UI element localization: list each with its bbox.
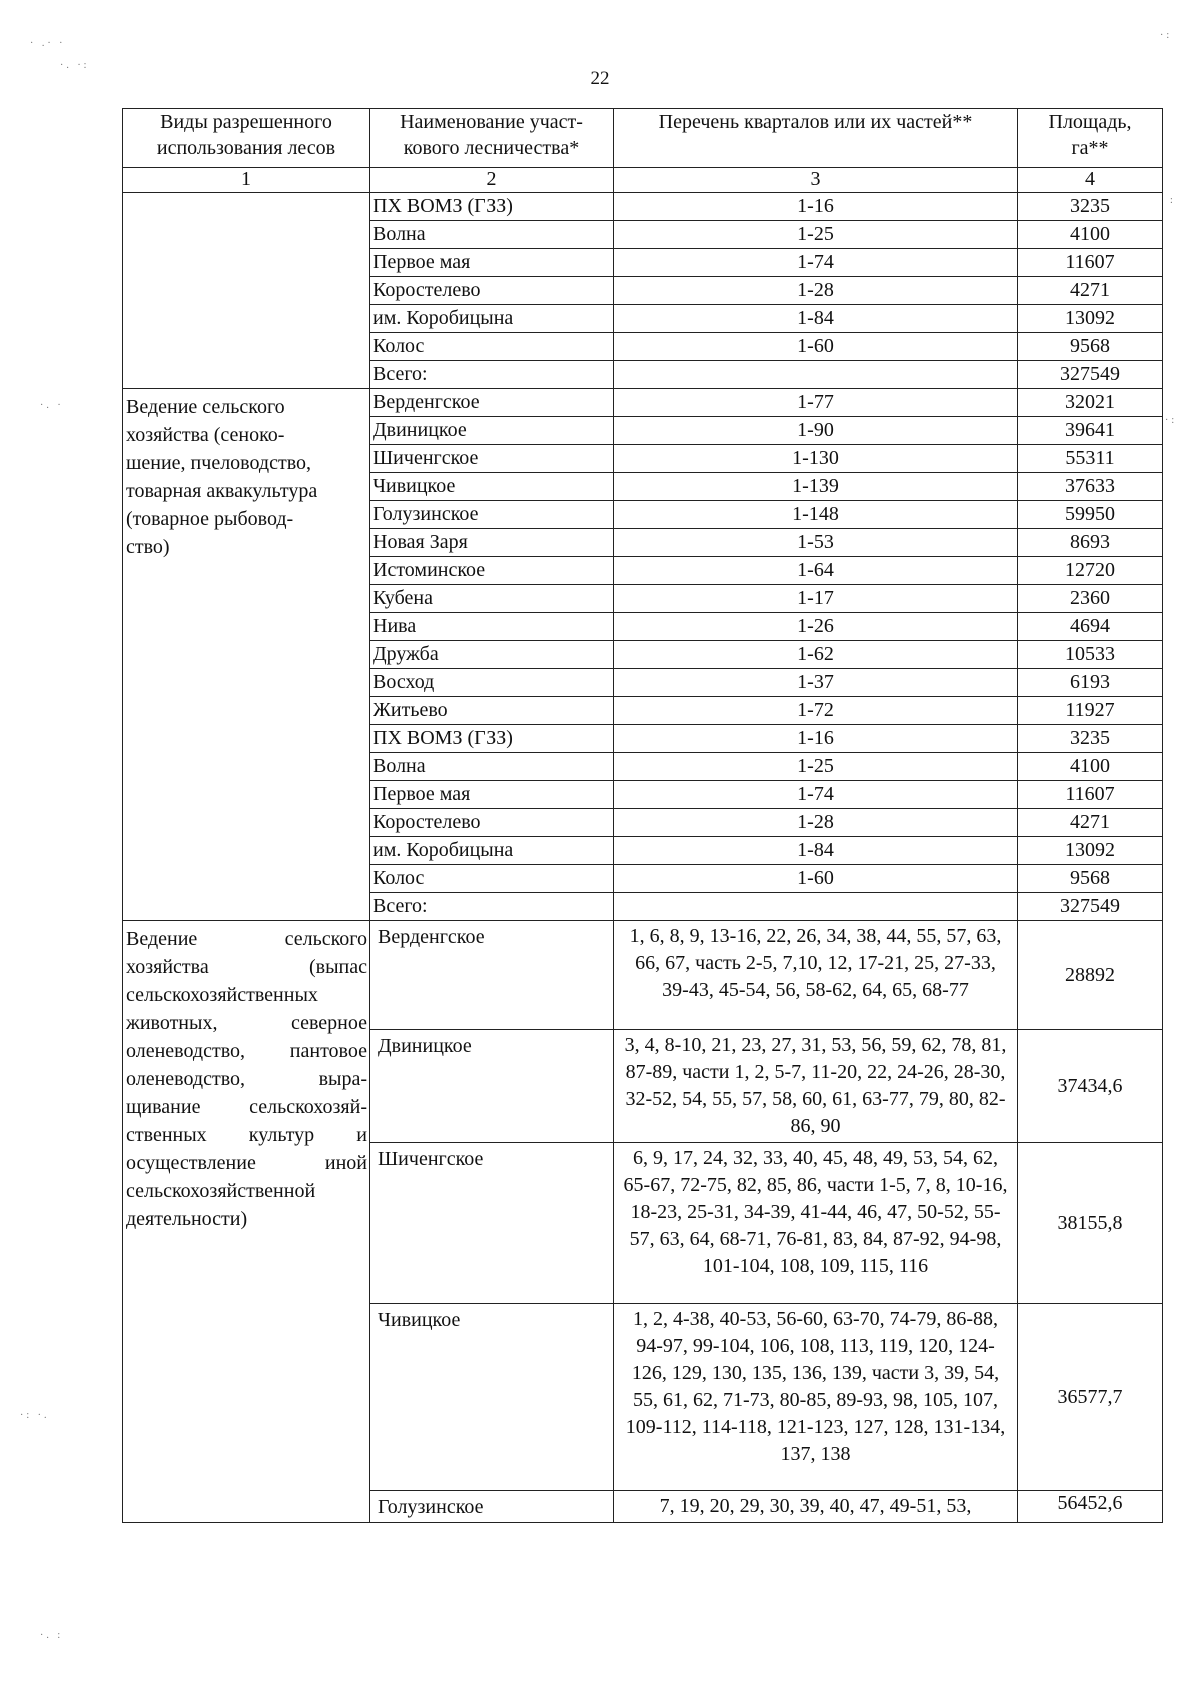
section-3-body (123, 921, 1163, 1523)
area-value: 11927 (1018, 697, 1163, 725)
forestry-name: Дружба (370, 641, 614, 669)
empty-cell (614, 361, 1018, 389)
column-number: 4 (1018, 168, 1163, 193)
section-1-body (123, 193, 1163, 389)
area-value: 37633 (1018, 473, 1163, 501)
forestry-name: Верденгское (370, 389, 614, 417)
area-value: 28892 (1018, 921, 1163, 1030)
forestry-name: Голузинское (370, 501, 614, 529)
forestry-name: Истоминское (370, 557, 614, 585)
forestry-name: Голузинское (370, 1491, 614, 1523)
scan-noise: ·. : (40, 1630, 64, 1641)
area-value: 9568 (1018, 865, 1163, 893)
area-value: 37434,6 (1018, 1030, 1163, 1143)
page-number: 22 (590, 68, 610, 89)
forestry-name: Первое мая (370, 249, 614, 277)
area-value: 4694 (1018, 613, 1163, 641)
scan-noise: ·: ·. (20, 1410, 50, 1421)
quarters-list: 6, 9, 17, 24, 32, 33, 40, 45, 48, 49, 53, 54, 62, 65-67, 72-75, 82, 85, 86, части 1-5, 7, 8, 10-16, 18-23, 25-31, 34-39, 41-44, 46, 47, 50-52, 55-57, 63, 64, 68-71, 76-81, 83, 84, 87-92, 94-98, 101-104, 108, 109, 115, 116 (614, 1143, 1018, 1304)
quarters-range: 1-77 (614, 389, 1018, 417)
use-type-line: (товарное рыбовод- (126, 508, 294, 530)
area-value: 11607 (1018, 781, 1163, 809)
use-type-cell (123, 389, 370, 921)
empty-cell (614, 893, 1018, 921)
header-quarters: Перечень кварталов или их частей** (614, 109, 1018, 168)
section-2-body (123, 389, 1163, 921)
total-area: 327549 (1018, 361, 1163, 389)
quarters-range: 1-84 (614, 837, 1018, 865)
total-label: Всего: (370, 361, 614, 389)
table-row (123, 389, 1163, 417)
use-type-cell: Ведение сельского хозяйства (выпас сельскохозяйственных животных, северное оленеводство, пантовое оленеводство, выра- щивание сельскохозяй- ственных культур и осуществление иной сельскохозяйственной деятельности) (123, 921, 370, 1523)
area-value: 12720 (1018, 557, 1163, 585)
forestry-name: Шиченгское (370, 1143, 614, 1304)
forestry-name: Новая Заря (370, 529, 614, 557)
area-value: 4100 (1018, 221, 1163, 249)
forestry-name: Чивицкое (370, 1304, 614, 1491)
use-type-cell (123, 193, 370, 389)
table-row (123, 921, 1163, 1030)
scan-noise: ·. · (40, 400, 64, 411)
quarters-range: 1-37 (614, 669, 1018, 697)
quarters-range: 1-28 (614, 277, 1018, 305)
quarters-list: 7, 19, 20, 29, 30, 39, 40, 47, 49-51, 53, (614, 1491, 1018, 1523)
quarters-range: 1-28 (614, 809, 1018, 837)
area-value: 39641 (1018, 417, 1163, 445)
quarters-range: 1-25 (614, 753, 1018, 781)
column-number: 3 (614, 168, 1018, 193)
area-value: 13092 (1018, 837, 1163, 865)
total-label: Всего: (370, 893, 614, 921)
use-type-line: товарная аквакультура (126, 480, 318, 502)
forestry-name: Волна (370, 221, 614, 249)
quarters-range: 1-84 (614, 305, 1018, 333)
forestry-name: Волна (370, 753, 614, 781)
total-area: 327549 (1018, 893, 1163, 921)
forestry-name: Колос (370, 333, 614, 361)
area-value: 56452,6 (1018, 1491, 1163, 1523)
forestry-name: Первое мая (370, 781, 614, 809)
scan-noise: ·. ·: (60, 60, 90, 71)
forestry-name: Чивицкое (370, 473, 614, 501)
use-type-line: шение, пчеловодство, (126, 452, 312, 474)
quarters-range: 1-130 (614, 445, 1018, 473)
forestry-name: Коростелево (370, 277, 614, 305)
use-type-line: Ведение сельского (126, 396, 285, 418)
forestry-name: ПХ ВОМЗ (ГЗЗ) (370, 193, 614, 221)
table-row (123, 193, 1163, 221)
column-number-row (123, 168, 1163, 193)
scan-noise: · .· · (30, 38, 66, 49)
quarters-range: 1-64 (614, 557, 1018, 585)
forestry-name: Восход (370, 669, 614, 697)
quarters-range: 1-16 (614, 725, 1018, 753)
area-value: 38155,8 (1018, 1143, 1163, 1304)
forestry-name: им. Коробицына (370, 837, 614, 865)
quarters-range: 1-60 (614, 333, 1018, 361)
quarters-range: 1-53 (614, 529, 1018, 557)
quarters-range: 1-25 (614, 221, 1018, 249)
area-value: 59950 (1018, 501, 1163, 529)
forestry-name: Кубена (370, 585, 614, 613)
column-number: 1 (123, 168, 370, 193)
area-value: 55311 (1018, 445, 1163, 473)
forestry-name: Житьево (370, 697, 614, 725)
quarters-range: 1-74 (614, 781, 1018, 809)
forestry-name: Коростелево (370, 809, 614, 837)
area-value: 2360 (1018, 585, 1163, 613)
scan-noise: ·: (1160, 30, 1173, 41)
forestry-name: Колос (370, 865, 614, 893)
scan-noise: ·: (1165, 415, 1178, 426)
quarters-range: 1-139 (614, 473, 1018, 501)
forestry-name: ПХ ВОМЗ (ГЗЗ) (370, 725, 614, 753)
forest-use-table (122, 108, 1163, 1523)
area-value: 3235 (1018, 725, 1163, 753)
header-use-type: Виды разрешенного использования лесов (123, 109, 370, 168)
table-header-row (123, 109, 1163, 168)
area-value: 9568 (1018, 333, 1163, 361)
quarters-list: 1, 6, 8, 9, 13-16, 22, 26, 34, 38, 44, 55, 57, 63, 66, 67, часть 2-5, 7,10, 12, 17-21, 25, 27-33, 39-43, 45-54, 56, 58-62, 64, 65, 68-77 (614, 921, 1018, 1030)
quarters-range: 1-90 (614, 417, 1018, 445)
quarters-range: 1-17 (614, 585, 1018, 613)
use-type-line: хозяйства (сеноко- (126, 424, 285, 446)
scan-noise: : (1170, 195, 1176, 206)
area-value: 8693 (1018, 529, 1163, 557)
forestry-name: Верденгское (370, 921, 614, 1030)
area-value: 36577,7 (1018, 1304, 1163, 1491)
area-value: 3235 (1018, 193, 1163, 221)
area-value: 13092 (1018, 305, 1163, 333)
area-value: 32021 (1018, 389, 1163, 417)
header-area: Площадь, га** (1018, 109, 1163, 168)
forestry-name: Нива (370, 613, 614, 641)
quarters-range: 1-62 (614, 641, 1018, 669)
area-value: 11607 (1018, 249, 1163, 277)
forestry-name: Двиницкое (370, 417, 614, 445)
quarters-range: 1-26 (614, 613, 1018, 641)
area-value: 4271 (1018, 809, 1163, 837)
forestry-name: Двиницкое (370, 1030, 614, 1143)
quarters-range: 1-72 (614, 697, 1018, 725)
quarters-range: 1-74 (614, 249, 1018, 277)
quarters-range: 1-60 (614, 865, 1018, 893)
quarters-range: 1-148 (614, 501, 1018, 529)
area-value: 6193 (1018, 669, 1163, 697)
area-value: 4271 (1018, 277, 1163, 305)
use-type-line: ство) (126, 536, 170, 558)
header-forestry-name: Наименование участ- кового лесничества* (370, 109, 614, 168)
forestry-name: им. Коробицына (370, 305, 614, 333)
area-value: 10533 (1018, 641, 1163, 669)
quarters-list: 3, 4, 8-10, 21, 23, 27, 31, 53, 56, 59, 62, 78, 81, 87-89, части 1, 2, 5-7, 11-20, 22, 24-26, 28-30, 32-52, 54, 55, 57, 58, 60, 61, 63-77, 79, 80, 82-86, 90 (614, 1030, 1018, 1143)
column-number: 2 (370, 168, 614, 193)
forestry-name: Шиченгское (370, 445, 614, 473)
area-value: 4100 (1018, 753, 1163, 781)
quarters-list: 1, 2, 4-38, 40-53, 56-60, 63-70, 74-79, 86-88, 94-97, 99-104, 106, 108, 113, 119, 120, 124-126, 129, 130, 135, 136, 139, части 3, 39, 54, 55, 61, 62, 71-73, 80-85, 89-93, 98, 105, 107, 109-112, 114-118, 121-123, 127, 128, 131-134, 137, 138 (614, 1304, 1018, 1491)
quarters-range: 1-16 (614, 193, 1018, 221)
